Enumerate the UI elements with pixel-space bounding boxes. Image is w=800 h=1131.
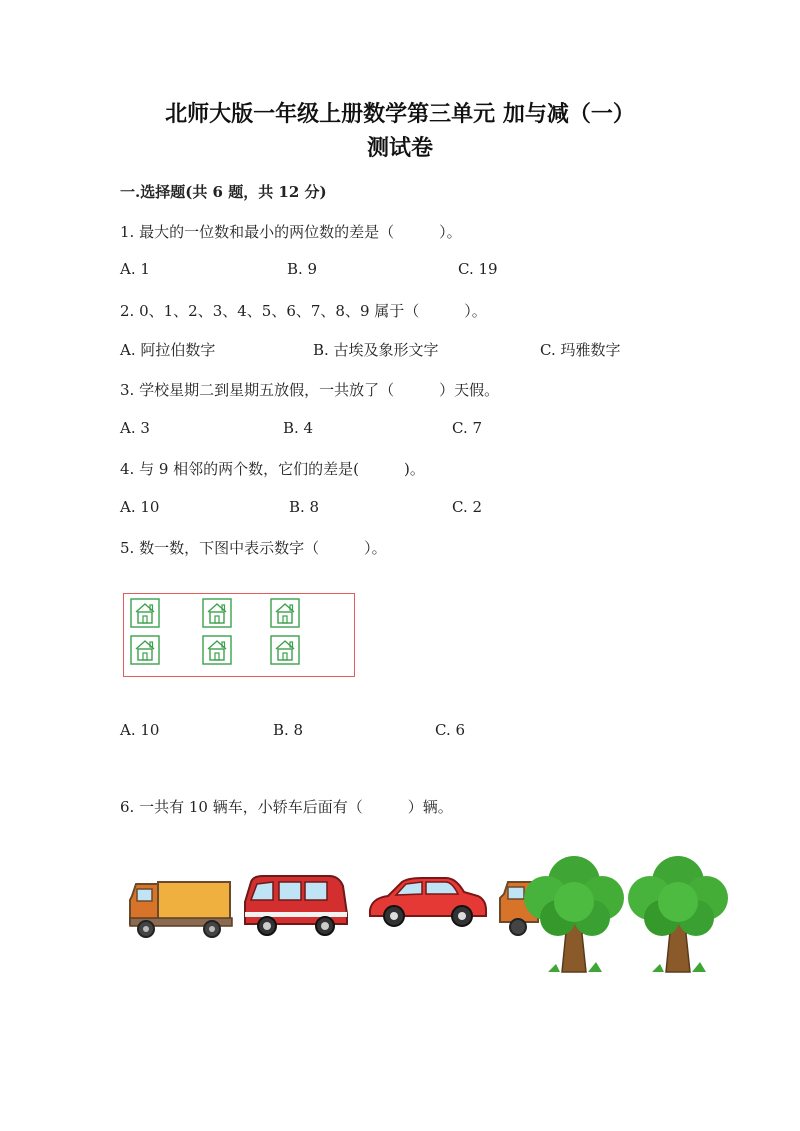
house-icon (130, 598, 160, 628)
section-heading: 一.选择题(共 6 题，共 12 分) (120, 183, 327, 201)
house-icon (202, 598, 232, 628)
question-4-option-b: B. 8 (289, 498, 320, 516)
house-icon (270, 635, 300, 665)
page-subtitle: 测试卷 (366, 135, 433, 161)
truck-icon (128, 874, 234, 940)
question-5-option-a: A. 10 (120, 721, 160, 739)
tree-icon (518, 852, 630, 976)
page-title: 北师大版一年级上册数学第三单元 加与减（一） (165, 101, 635, 127)
question-6-stem: 6. 一共有 10 辆车，小轿车后面有（ ）辆。 (120, 798, 453, 816)
van-icon (243, 872, 349, 938)
question-2-option-a: A. 阿拉伯数字 (120, 341, 216, 359)
house-icon (270, 598, 300, 628)
question-1-option-a: A. 1 (120, 260, 150, 278)
question-1-stem: 1. 最大的一位数和最小的两位数的差是（ ）。 (120, 223, 462, 241)
question-2-option-c: C. 玛雅数字 (540, 341, 621, 359)
question-3-option-a: A. 3 (120, 419, 150, 437)
house-icon (202, 635, 232, 665)
question-5-option-b: B. 8 (273, 721, 304, 739)
question-4-stem: 4. 与 9 相邻的两个数，它们的差是( )。 (120, 460, 425, 478)
question-3-stem: 3. 学校星期二到星期五放假，一共放了（ ）天假。 (120, 381, 500, 399)
question-2-option-b: B. 古埃及象形文字 (313, 341, 439, 359)
tree-icon (622, 852, 734, 976)
car-icon (366, 874, 490, 930)
question-4-option-c: C. 2 (452, 498, 483, 516)
question-4-option-a: A. 10 (120, 498, 160, 516)
question-3-option-c: C. 7 (452, 419, 483, 437)
houses-figure (123, 593, 355, 677)
question-5-stem: 5. 数一数，下图中表示数字（ ）。 (120, 539, 387, 557)
question-3-option-b: B. 4 (283, 419, 314, 437)
house-icon (130, 635, 160, 665)
question-1-option-c: C. 19 (458, 260, 498, 278)
question-2-stem: 2. 0、1、2、3、4、5、6、7、8、9 属于（ ）。 (120, 302, 487, 320)
question-5-option-c: C. 6 (435, 721, 466, 739)
question-1-option-b: B. 9 (287, 260, 318, 278)
